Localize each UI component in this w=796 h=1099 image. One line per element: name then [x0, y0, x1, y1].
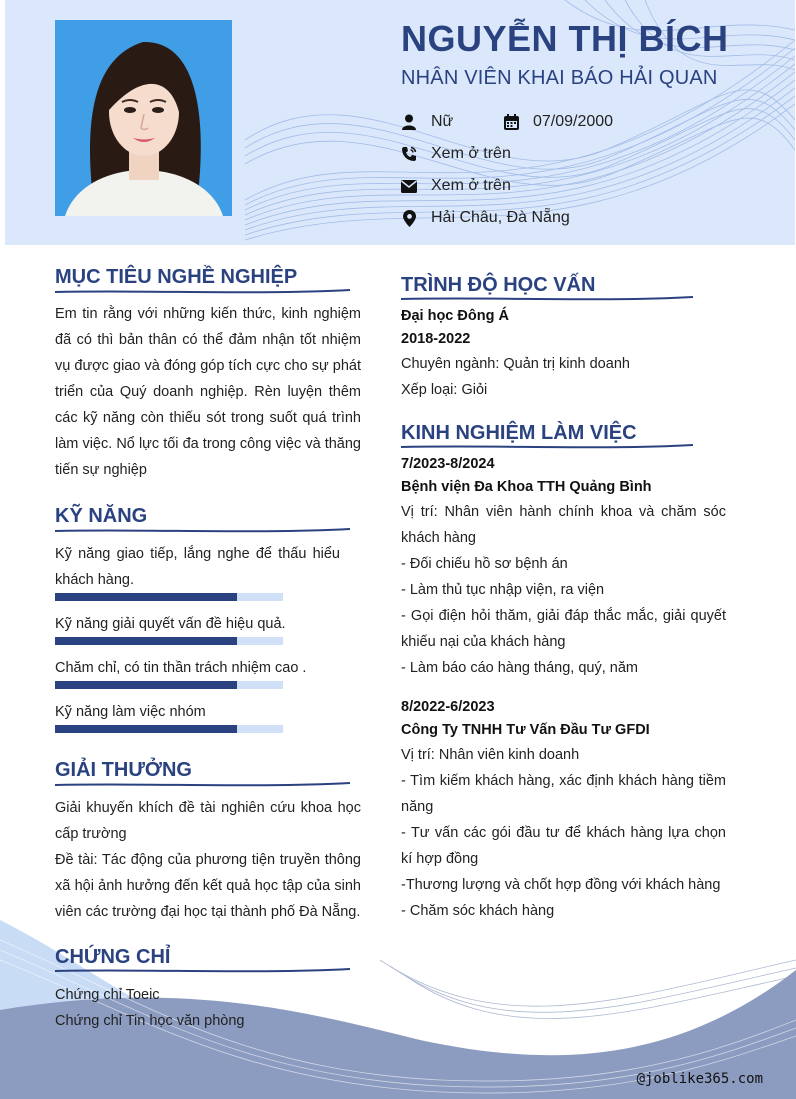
- address-row: [401, 209, 570, 227]
- skill-bar: [55, 593, 283, 601]
- job-position: Vị trí: Nhân viên kinh doanh: [401, 747, 580, 763]
- skill-bar-fill: [55, 637, 237, 645]
- phone-icon: [401, 146, 417, 162]
- email-row: [401, 177, 511, 195]
- job-task: -Thương lượng và chốt hợp đồng với khách hàng: [401, 877, 721, 893]
- mail-icon: [401, 178, 417, 194]
- skill-bar-fill: [55, 593, 237, 601]
- job-position: Vị trí: Nhân viên hành chính khoa và chăm sóc khách hàng: [401, 504, 726, 546]
- skill-bar-fill: [55, 725, 237, 733]
- education-major: Chuyên ngành: Quản trị kinh doanh: [401, 356, 630, 372]
- job-title: NHÂN VIÊN KHAI BÁO HẢI QUAN: [401, 67, 718, 89]
- job-task: - Làm thủ tục nhập viện, ra viện: [401, 582, 605, 598]
- education-underline: [401, 294, 693, 304]
- phone-value: Xem ở trên: [431, 145, 511, 162]
- candidate-name: NGUYỄN THỊ BÍCH: [401, 18, 729, 59]
- skill-bar: [55, 637, 283, 645]
- objective-text: Em tin rằng với những kiến thức, kinh nghiệm đã có thì bản thân có thể đảm nhận tốt nhiệm vụ được giao và đóng góp tích cực cho sự phát triển của Quý doanh nghiệp. Rèn luyện thêm các kỹ năng còn thiếu sót trong suốt quá trình làm việc. Nổ lực tối đa trong công việc và thăng tiến sự nghiệp: [55, 306, 361, 478]
- watermark-text: @joblike365.com: [636, 1071, 763, 1087]
- certificate-item: Chứng chỉ Toeic: [55, 987, 160, 1003]
- award-text: Giải khuyến khích đề tài nghiên cứu khoa học cấp trường: [55, 800, 361, 842]
- education-school: Đại học Đông Á: [401, 308, 509, 324]
- education-heading: TRÌNH ĐỘ HỌC VẤN: [401, 274, 596, 296]
- skills-heading: KỸ NĂNG: [55, 505, 148, 527]
- certificates-heading: CHỨNG CHỈ: [55, 946, 171, 968]
- phone-row: [401, 145, 511, 163]
- email-value: Xem ở trên: [431, 177, 511, 194]
- job-company: Công Ty TNHH Tư Vấn Đầu Tư GFDI: [401, 722, 650, 738]
- skill-bar-fill: [55, 681, 237, 689]
- objective-heading: MỤC TIÊU NGHỀ NGHIỆP: [55, 266, 298, 288]
- experience-underline: [401, 442, 693, 452]
- address-value: Hải Châu, Đà Nẵng: [431, 209, 570, 226]
- profile-photo: [55, 20, 232, 216]
- education-grade: Xếp loại: Giỏi: [401, 382, 488, 398]
- skill-label: Kỹ năng giao tiếp, lắng nghe để thấu hiểu khách hàng.: [55, 546, 340, 588]
- certificate-item: Chứng chỉ Tin học văn phòng: [55, 1013, 245, 1029]
- skill-label: Chăm chỉ, có tin thần trách nhiệm cao .: [55, 660, 307, 676]
- skill-bar: [55, 681, 283, 689]
- skills-underline: [55, 526, 350, 536]
- awards-underline: [55, 780, 350, 790]
- gender-value: Nữ: [431, 113, 454, 130]
- user-icon: [401, 114, 417, 130]
- job-task: - Tìm kiếm khách hàng, xác định khách hàng tiềm năng: [401, 773, 726, 815]
- calendar-icon: [503, 114, 519, 130]
- education-years: 2018-2022: [401, 331, 471, 347]
- job-task: - Chăm sóc khách hàng: [401, 903, 555, 919]
- job-task: - Gọi điện hỏi thăm, giải đáp thắc mắc, giải quyết khiếu nại của khách hàng: [401, 608, 726, 650]
- job-company: Bệnh viện Đa Khoa TTH Quảng Bình: [401, 479, 652, 495]
- certificates-underline: [55, 966, 350, 976]
- gender-row: [401, 113, 453, 131]
- birthdate-row: [503, 113, 613, 131]
- skill-label: Kỹ năng làm việc nhóm: [55, 704, 206, 720]
- skill-label: Kỹ năng giải quyết vấn đề hiệu quả.: [55, 616, 286, 632]
- location-icon: [401, 210, 417, 226]
- job-period: 7/2023-8/2024: [401, 456, 495, 472]
- experience-heading: KINH NGHIỆM LÀM VIỆC: [401, 422, 637, 444]
- awards-heading: GIẢI THƯỞNG: [55, 759, 192, 781]
- award-topic: Đề tài: Tác động của phương tiện truyền thông xã hội ảnh hưởng đến kết quả học tập của sinh viên các trường đại học tại thành phố Đà Nẵng.: [55, 852, 361, 920]
- birthdate-value: 07/09/2000: [533, 113, 614, 130]
- job-task: - Làm báo cáo hàng tháng, quý, năm: [401, 660, 638, 676]
- objective-underline: [55, 287, 350, 297]
- job-task: - Tư vấn các gói đầu tư để khách hàng lựa chọn kí hợp đồng: [401, 825, 726, 867]
- skill-bar: [55, 725, 283, 733]
- job-period: 8/2022-6/2023: [401, 699, 495, 715]
- job-task: - Đối chiếu hồ sơ bệnh án: [401, 556, 568, 572]
